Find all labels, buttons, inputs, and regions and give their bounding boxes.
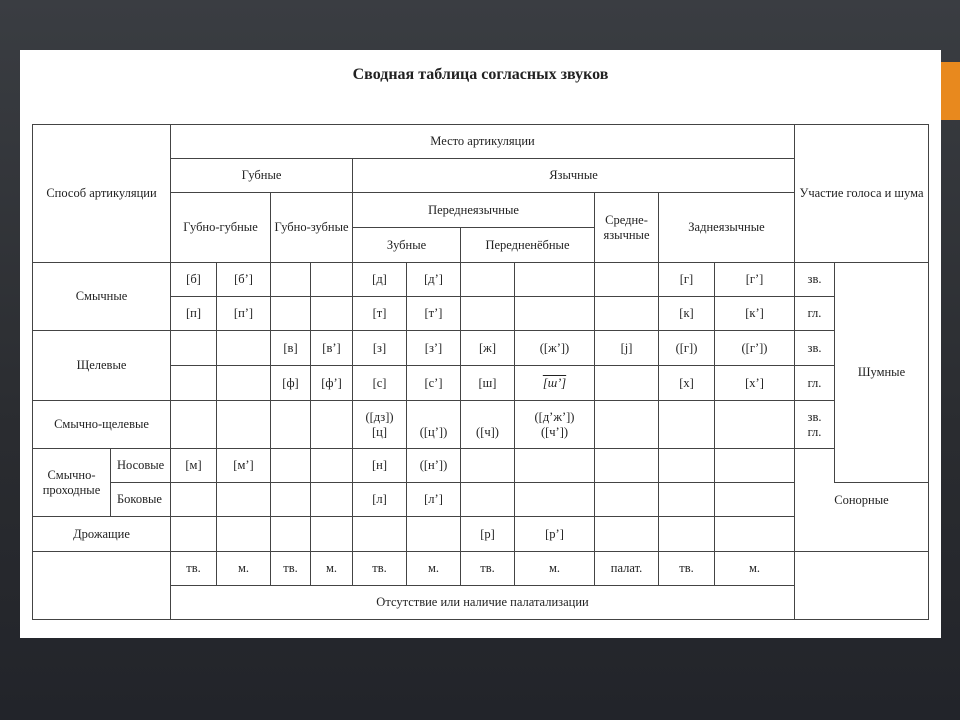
voice-zv-label: зв.	[807, 409, 822, 424]
cell-k: [к]	[659, 297, 715, 331]
cell-l: [л]	[353, 483, 407, 517]
header-uchastie: Участие голоса и шума	[795, 125, 929, 263]
cell-gam2: ([г’])	[715, 331, 795, 366]
voice-zv: зв.	[795, 331, 835, 366]
cell-n2: ([н’])	[407, 449, 461, 483]
cell-r2: [р’]	[515, 517, 595, 552]
cell-empty	[311, 263, 353, 297]
palatal-m: м.	[407, 552, 461, 586]
cell-dz-c	[353, 401, 407, 449]
cell-z2: [з’]	[407, 331, 461, 366]
cell-b2: [б’]	[217, 263, 271, 297]
cell-empty-corner	[795, 552, 929, 620]
cell-empty	[461, 483, 515, 517]
cell-v: [в]	[271, 331, 311, 366]
cell-gam: ([г])	[659, 331, 715, 366]
palatal-m: м.	[311, 552, 353, 586]
header-gubnye: Губные	[171, 159, 353, 193]
palatal-tv: тв.	[271, 552, 311, 586]
voice-gl: гл.	[795, 297, 835, 331]
cell-g2: [г’]	[715, 263, 795, 297]
palatal-m: м.	[217, 552, 271, 586]
row-nosovye: Носовые	[111, 449, 171, 483]
cell-sh2-text: [ш’]	[542, 375, 567, 390]
voice-zv: зв.	[795, 263, 835, 297]
consonants-table	[32, 124, 929, 620]
header-gubno-zubnye: Губно-зубные	[271, 193, 353, 263]
header-mesto: Место артикуляции	[171, 125, 795, 159]
header-yazychnye: Язычные	[353, 159, 795, 193]
cell-empty	[217, 366, 271, 401]
cell-empty	[461, 263, 515, 297]
cell-empty	[271, 297, 311, 331]
cell-empty	[715, 401, 795, 449]
palatal-m: м.	[715, 552, 795, 586]
cell-empty	[595, 401, 659, 449]
cell-v2: [в’]	[311, 331, 353, 366]
cell-empty	[311, 401, 353, 449]
cell-ch2: ([ч’])	[540, 424, 569, 439]
cell-r: [р]	[461, 517, 515, 552]
cell-empty	[271, 401, 311, 449]
palatal-footer: Отсутствие или наличие палатализации	[171, 586, 795, 620]
row-drozhashchie: Дрожащие	[33, 517, 171, 552]
cell-empty	[171, 401, 217, 449]
cell-p2: [п’]	[217, 297, 271, 331]
cell-empty	[715, 449, 795, 483]
cell-p: [п]	[171, 297, 217, 331]
cell-empty	[595, 297, 659, 331]
cell-empty	[271, 449, 311, 483]
cell-zh: [ж]	[461, 331, 515, 366]
palatal-m: м.	[515, 552, 595, 586]
cell-n: [н]	[353, 449, 407, 483]
cell-empty	[659, 517, 715, 552]
cell-empty	[515, 449, 595, 483]
cell-d2: [д’]	[407, 263, 461, 297]
cell-t2: [т’]	[407, 297, 461, 331]
cell-empty	[311, 517, 353, 552]
header-gubno-gubnye: Губно-губные	[171, 193, 271, 263]
cell-empty	[659, 449, 715, 483]
voice-gl-label: гл.	[807, 424, 822, 439]
row-bokovye: Боковые	[111, 483, 171, 517]
cell-empty	[715, 517, 795, 552]
cell-s: [с]	[353, 366, 407, 401]
document-sheet	[20, 50, 941, 638]
cell-empty	[217, 401, 271, 449]
voice-zv-gl	[795, 401, 835, 449]
cell-empty	[715, 483, 795, 517]
cell-h: [х]	[659, 366, 715, 401]
cell-empty	[595, 263, 659, 297]
group-sonornye: Сонорные	[795, 449, 929, 552]
palatal-tv: тв.	[659, 552, 715, 586]
cell-m: [м]	[171, 449, 217, 483]
cell-empty	[171, 366, 217, 401]
cell-empty	[595, 366, 659, 401]
cell-empty	[515, 297, 595, 331]
cell-empty	[271, 517, 311, 552]
cell-empty	[311, 483, 353, 517]
voice-gl: гл.	[795, 366, 835, 401]
cell-empty	[595, 449, 659, 483]
cell-empty	[271, 483, 311, 517]
header-zubnye: Зубные	[353, 228, 461, 263]
row-smychno-prohodnye: Смычно-проходные	[33, 449, 111, 517]
cell-dz: ([дз])	[365, 409, 394, 424]
cell-f: [ф]	[271, 366, 311, 401]
cell-empty	[171, 517, 217, 552]
cell-empty	[271, 263, 311, 297]
cell-ch-text: ([ч])	[476, 424, 499, 439]
cell-zh2: ([ж’])	[515, 331, 595, 366]
cell-empty	[171, 483, 217, 517]
cell-m2: [м’]	[217, 449, 271, 483]
header-sposob: Способ артикуляции	[33, 125, 171, 263]
cell-dzh: ([д’ж’])	[534, 409, 575, 424]
cell-empty	[407, 517, 461, 552]
header-perednie: Переднеязычные	[353, 193, 595, 228]
cell-empty	[461, 449, 515, 483]
cell-sh2	[515, 366, 595, 401]
cell-h2: [х’]	[715, 366, 795, 401]
cell-empty	[515, 263, 595, 297]
row-smychno-shchelevye: Смычно-щелевые	[33, 401, 171, 449]
cell-sh: [ш]	[461, 366, 515, 401]
palatal-tv: тв.	[461, 552, 515, 586]
header-zadnie: Заднеязычные	[659, 193, 795, 263]
orange-accent-bar	[941, 62, 960, 120]
row-smychnye: Смычные	[33, 263, 171, 331]
cell-b: [б]	[171, 263, 217, 297]
palatal-tv: тв.	[353, 552, 407, 586]
cell-dzh-ch2	[515, 401, 595, 449]
cell-g: [г]	[659, 263, 715, 297]
cell-l2: [л’]	[407, 483, 461, 517]
cell-empty	[171, 331, 217, 366]
cell-empty	[217, 517, 271, 552]
cell-empty	[659, 401, 715, 449]
cell-empty	[515, 483, 595, 517]
cell-empty	[311, 449, 353, 483]
cell-empty	[595, 517, 659, 552]
cell-empty	[595, 483, 659, 517]
cell-j: [j]	[595, 331, 659, 366]
cell-d: [д]	[353, 263, 407, 297]
table-title: Сводная таблица согласных звуков	[352, 66, 609, 83]
group-shumnye: Шумные	[835, 263, 929, 483]
cell-c2	[407, 401, 461, 449]
cell-f2: [ф’]	[311, 366, 353, 401]
cell-s2: [с’]	[407, 366, 461, 401]
cell-empty	[217, 483, 271, 517]
cell-empty	[353, 517, 407, 552]
palatal-tv: тв.	[171, 552, 217, 586]
cell-c2-text: ([ц’])	[419, 424, 448, 439]
cell-empty-corner	[33, 552, 171, 620]
cell-ch	[461, 401, 515, 449]
cell-empty	[461, 297, 515, 331]
cell-t: [т]	[353, 297, 407, 331]
cell-empty	[311, 297, 353, 331]
palatal-palat: палат.	[595, 552, 659, 586]
cell-c: [ц]	[371, 424, 387, 439]
cell-empty	[217, 331, 271, 366]
header-perednenebnye: Передненёбные	[461, 228, 595, 263]
cell-empty	[659, 483, 715, 517]
cell-z: [з]	[353, 331, 407, 366]
row-shchelevye: Щелевые	[33, 331, 171, 401]
cell-k2: [к’]	[715, 297, 795, 331]
header-srednie: Средне-язычные	[595, 193, 659, 263]
